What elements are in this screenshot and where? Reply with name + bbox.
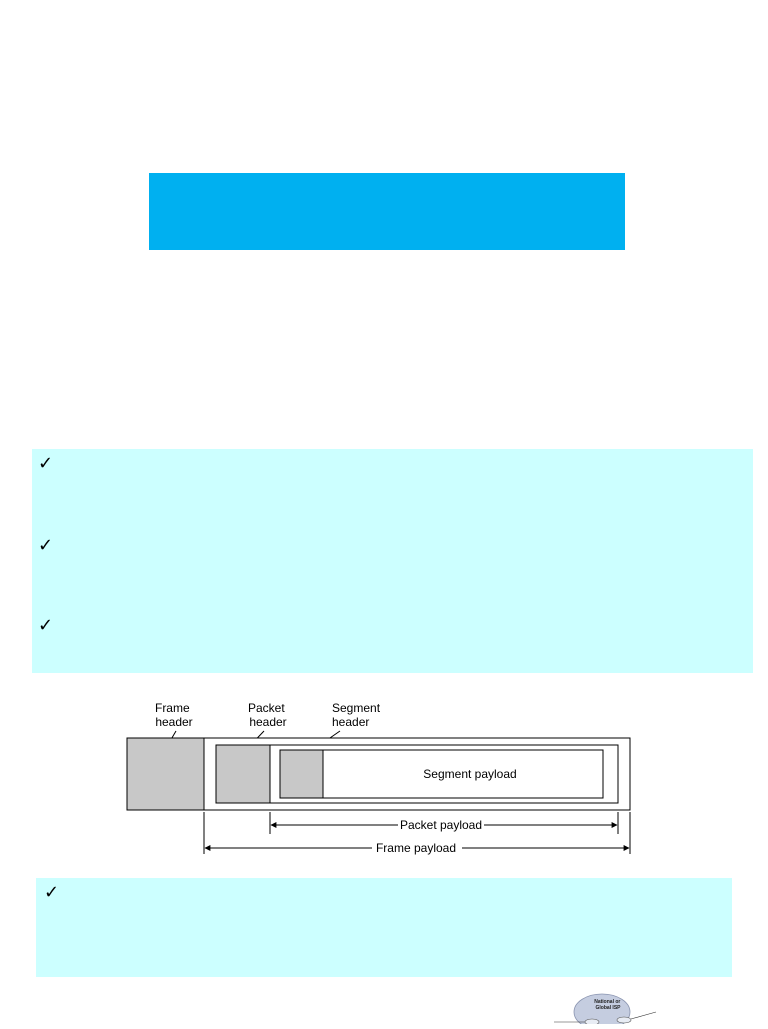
check-icon: ✓ [38,453,54,474]
segment-payload-label: Segment payload [423,767,517,781]
bullet-list-box-2 [36,878,732,977]
packet-header-label: Packet header [247,701,287,729]
isp-network-thumbnail [552,984,662,1024]
frame-header-block [127,738,204,810]
check-icon: ✓ [38,535,54,556]
check-icon: ✓ [38,615,54,636]
frame-header-label: Frame header [154,701,193,729]
segment-header-block [280,750,323,798]
frame-payload-label: Frame payload [375,841,457,855]
encapsulation-diagram [0,690,768,860]
bullet-list-box [32,449,753,673]
isp-label: National or Global ISP [594,999,621,1011]
router-icon [617,1017,631,1023]
router-icon [585,1019,599,1024]
title-bar [149,173,625,250]
segment-header-label: Segment header [332,701,381,729]
packet-payload-label: Packet payload [399,818,483,832]
check-icon: ✓ [44,882,60,903]
link-line [631,1012,656,1019]
packet-header-block [216,745,270,803]
